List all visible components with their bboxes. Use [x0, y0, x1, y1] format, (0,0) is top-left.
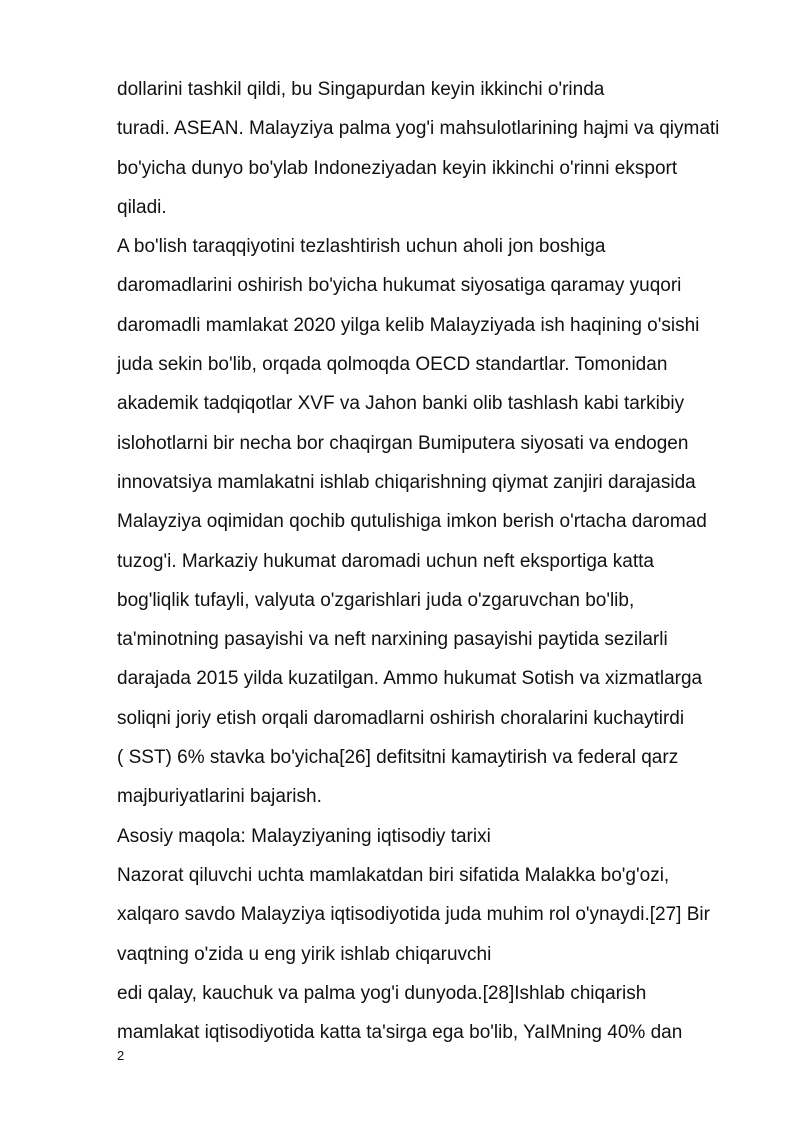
text-line: daromadli mamlakat 2020 yilga kelib Malayziyada ish haqining o'sishi [117, 314, 700, 336]
text-line: ta'minotning pasayishi va neft narxining pasayishi paytida sezilarli [117, 629, 668, 651]
text-line: ( SST) 6% stavka bo'yicha[26] defitsitni kamaytirish va federal qarz [117, 747, 679, 769]
text-line: turadi. ASEAN. Malayziya palma yog'i mahsulotlarining hajmi va qiymati [117, 118, 720, 140]
text-line: bo'yicha dunyo bo'ylab Indoneziyadan keyin ikkinchi o'rinni eksport [117, 157, 678, 179]
text-line: tuzog'i. Markaziy hukumat daromadi uchun neft eksportiga katta [117, 550, 654, 572]
text-line: mamlakat iqtisodiyotida katta ta'sirga ega bo'lib, YaIMning 40% dan [117, 1022, 683, 1044]
text-line: soliqni joriy etish orqali daromadlarni oshirish choralarini kuchaytirdi [117, 707, 685, 729]
text-line: majburiyatlarini bajarish. [117, 786, 322, 808]
text-line: edi qalay, kauchuk va palma yog'i dunyoda.[28]Ishlab chiqarish [117, 982, 647, 1004]
text-line: akademik tadqiqotlar XVF va Jahon banki olib tashlash kabi tarkibiy [117, 393, 685, 415]
text-line: dollarini tashkil qildi, bu Singapurdan keyin ikkinchi o'rinda [117, 79, 605, 100]
text-line: darajada 2015 yilda kuzatilgan. Ammo hukumat Sotish va xizmatlarga [117, 668, 703, 690]
text-line: juda sekin bo'lib, orqada qolmoqda OECD standartlar. Tomonidan [117, 354, 668, 376]
text-line: qiladi. [117, 196, 167, 218]
body-text [117, 70, 757, 1052]
text-line: A bo'lish taraqqiyotini tezlashtirish uchun aholi jon boshiga [117, 236, 606, 258]
text-line: bog'liqlik tufayli, valyuta o'zgarishlari juda o'zgaruvchan bo'lib, [117, 589, 635, 611]
text-line: vaqtning o'zida u eng yirik ishlab chiqaruvchi [117, 943, 492, 965]
text-line: Nazorat qiluvchi uchta mamlakatdan biri sifatida Malakka bo'g'ozi, [117, 864, 670, 886]
page-number: 2 [117, 1048, 125, 1063]
section-heading-line: Asosiy maqola: Malayziyaning iqtisodiy tarixi [117, 825, 491, 847]
text-line: Malayziya oqimidan qochib qutulishiga imkon berish o'rtacha daromad [117, 511, 707, 533]
text-line: innovatsiya mamlakatni ishlab chiqarishning qiymat zanjiri darajasida [117, 471, 696, 493]
text-line: daromadlarini oshirish bo'yicha hukumat siyosatiga qaramay yuqori [117, 275, 682, 297]
text-line: xalqaro savdo Malayziya iqtisodiyotida juda muhim rol o'ynaydi.[27] Bir [117, 904, 710, 926]
text-line: islohotlarni bir necha bor chaqirgan Bumiputera siyosati va endogen [117, 432, 689, 454]
